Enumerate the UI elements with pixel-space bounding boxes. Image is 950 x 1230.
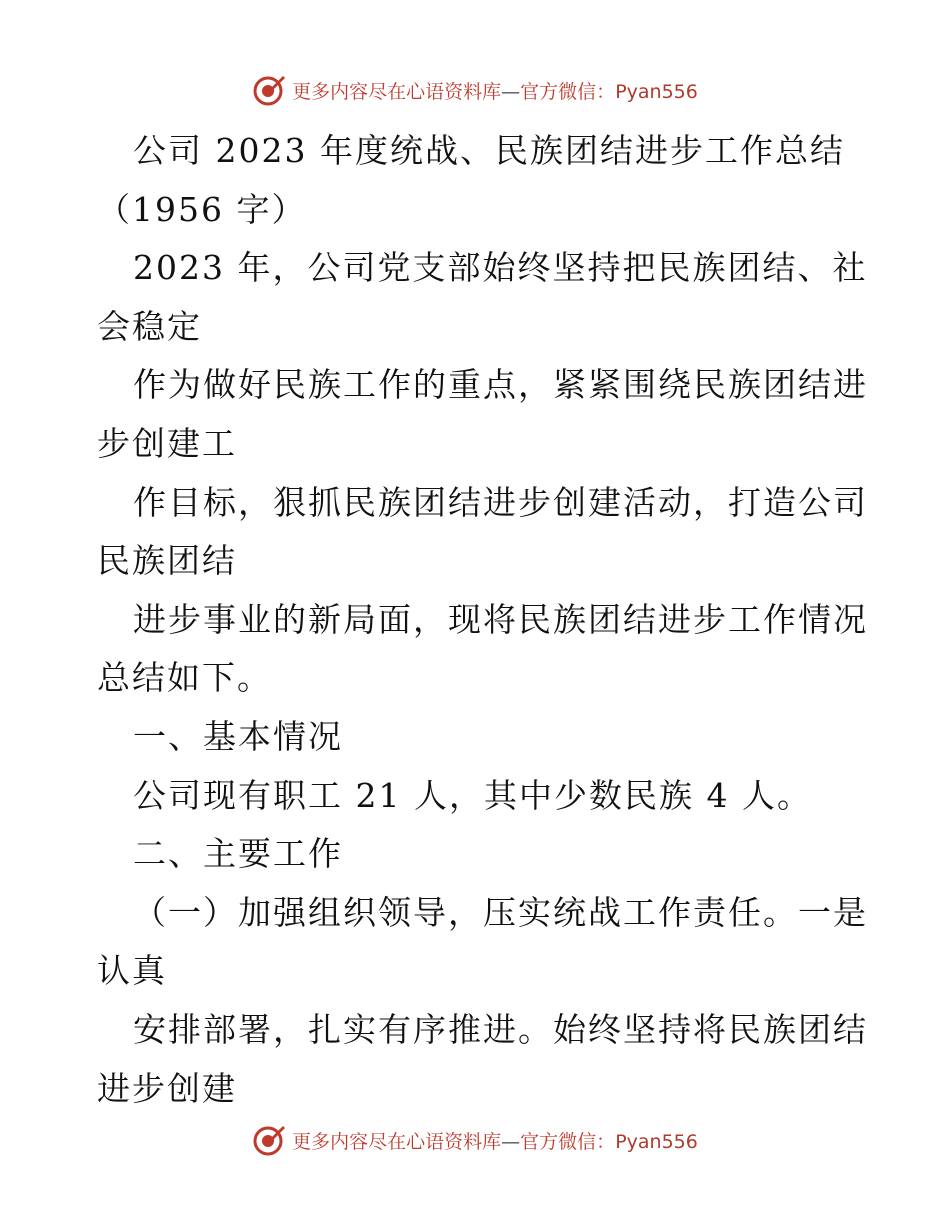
paragraph-line: 总结如下。 [97,658,272,698]
pen-logo-icon [252,1123,286,1157]
paragraph-line: 安排部署，扎实有序推进。始终坚持将民族团结 [133,1009,868,1049]
banner-separator: — [501,1130,521,1153]
document-title-wordcount: （1956 字） [97,189,307,229]
header-banner [0,70,950,110]
pen-logo-icon [252,73,286,107]
banner-text-a: 更多内容尽在心语资料库 [292,1130,502,1153]
banner-text [292,77,698,104]
banner-text-b: 官方微信： [520,1130,616,1153]
paragraph-line: 认真 [97,951,167,991]
paragraph-line: 进步创建 [97,1068,237,1108]
banner-separator: — [501,80,521,103]
paragraph-line: 民族团结 [97,541,237,581]
banner-wechat-id: Pyan556 [615,80,698,103]
banner-wechat-id: Pyan556 [615,1130,698,1153]
paragraph-line: 公司现有职工 21 人，其中少数民族 4 人。 [133,775,812,815]
paragraph-line: 作目标，狠抓民族团结进步创建活动，打造公司 [133,482,868,522]
paragraph-line: 2023 年，公司党支部始终坚持把民族团结、社 [133,248,868,288]
paragraph-line: 作为做好民族工作的重点，紧紧围绕民族团结进 [133,365,868,405]
footer-banner [0,1120,950,1160]
document-title: 公司 2023 年度统战、民族团结进步工作总结 [133,131,845,170]
section-heading: 一、基本情况 [133,716,343,756]
banner-text-b: 官方微信： [520,80,616,103]
section-heading: 二、主要工作 [133,834,343,874]
document-body [97,122,868,1118]
banner-text-a: 更多内容尽在心语资料库 [292,80,502,103]
paragraph-line: 进步事业的新局面，现将民族团结进步工作情况 [133,599,868,639]
banner-text [292,1127,698,1154]
paragraph-line: 会稳定 [97,306,202,346]
paragraph-line: （一）加强组织领导，压实统战工作责任。一是 [133,892,868,932]
paragraph-line: 步创建工 [97,423,237,463]
